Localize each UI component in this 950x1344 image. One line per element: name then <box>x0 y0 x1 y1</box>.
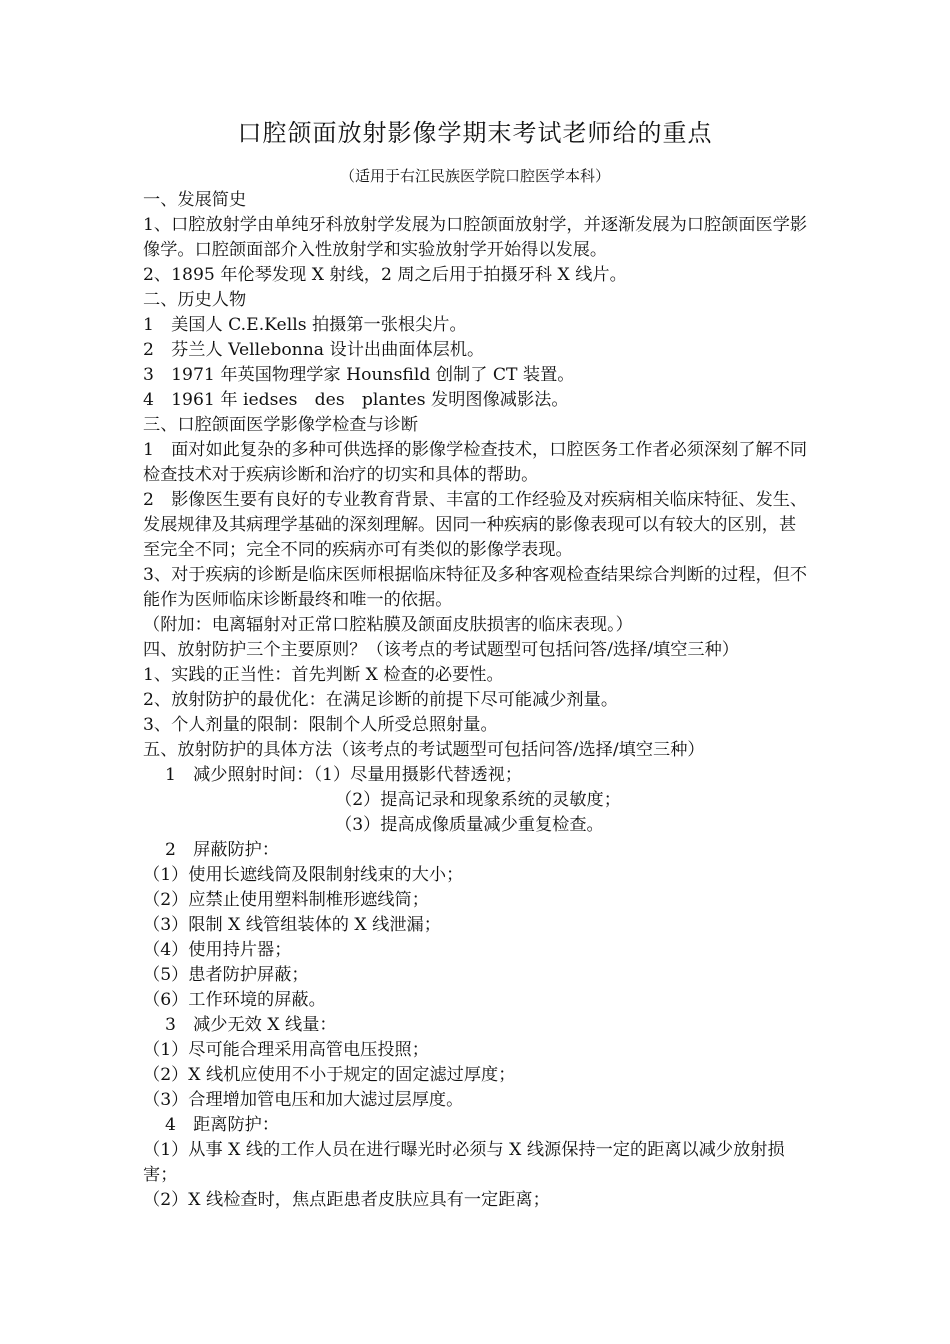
document-subtitle: （适用于右江民族医学院口腔医学本科） <box>339 167 610 185</box>
list-item: （3）合理增加管电压和加大滤过层厚度。 <box>143 1090 464 1110</box>
paragraph: 2 影像医生要有良好的专业教育背景、丰富的工作经验及对疾病相关临床特征、发生、发展规律及其病理学基础的深刻理解。因同一种疾病的影像表现可以有较大的区别，甚至完全不同；完全不同的疾病亦可有类似的影像学表现。 <box>143 490 808 560</box>
paragraph: 2、放射防护的最优化：在满足诊断的前提下尽可能减少剂量。 <box>143 690 619 710</box>
section-heading: 一、发展简史 <box>143 190 247 210</box>
list-item: （4）使用持片器； <box>143 940 292 960</box>
list-item: （5）患者防护屏蔽； <box>143 965 309 985</box>
section-heading: 四、放射防护三个主要原则？（该考点的考试题型可包括问答/选择/填空三种） <box>143 640 739 660</box>
document-title: 口腔颌面放射影像学期末考试老师给的重点 <box>237 119 713 147</box>
paragraph: 3 1971 年英国物理学家 Hounsfild 创制了 CT 装置。 <box>143 365 575 385</box>
paragraph: 3、个人剂量的限制：限制个人所受总照射量。 <box>143 715 498 735</box>
list-item: 1 减少照射时间：（1）尽量用摄影代替透视； <box>165 765 523 785</box>
list-item: （6）工作环境的屏蔽。 <box>143 990 326 1010</box>
paragraph: （附加：电离辐射对正常口腔粘膜及颌面皮肤损害的临床表现。） <box>143 615 633 635</box>
paragraph: 2 芬兰人 Vellebonna 设计出曲面体层机。 <box>143 340 485 360</box>
list-item: 4 距离防护： <box>165 1115 280 1135</box>
paragraph: 1、实践的正当性：首先判断 X 检查的必要性。 <box>143 665 504 685</box>
paragraph: 1、口腔放射学由单纯牙科放射学发展为口腔颌面放射学，并逐渐发展为口腔颌面医学影像学。口腔颌面部介入性放射学和实验放射学开始得以发展。 <box>143 215 808 260</box>
paragraph: 2、1895 年伦琴发现 X 射线，2 周之后用于拍摄牙科 X 线片。 <box>143 265 627 285</box>
list-item: 2 屏蔽防护： <box>165 840 280 860</box>
list-item: （1）使用长遮线筒及限制射线束的大小； <box>143 865 464 885</box>
list-item: （2）应禁止使用塑料制椎形遮线筒； <box>143 890 429 910</box>
paragraph: 1 美国人 C.E.Kells 拍摄第一张根尖片。 <box>143 315 467 335</box>
paragraph: 1 面对如此复杂的多种可供选择的影像学检查技术，口腔医务工作者必须深刻了解不同检查技术对于疾病诊断和治疗的切实和具体的帮助。 <box>143 440 808 485</box>
list-item: （3）限制 X 线管组装体的 X 线泄漏； <box>143 915 441 935</box>
paragraph: 3、对于疾病的诊断是临床医师根据临床特征及多种客观检查结果综合判断的过程，但不能作为医师临床诊断最终和唯一的依据。 <box>143 565 808 610</box>
list-item: （1）从事 X 线的工作人员在进行曝光时必须与 X 线源保持一定的距离以减少放射损害； <box>143 1140 785 1185</box>
section-heading: 五、放射防护的具体方法（该考点的考试题型可包括问答/选择/填空三种） <box>143 740 705 760</box>
section-heading: 二、历史人物 <box>143 290 247 310</box>
paragraph: 4 1961 年 iedses des plantes 发明图像减影法。 <box>143 390 569 410</box>
list-item: （2）X 线机应使用不小于规定的固定滤过厚度； <box>143 1065 516 1085</box>
list-item: （1）尽可能合理采用高管电压投照； <box>143 1040 429 1060</box>
list-item: （2）X 线检查时，焦点距患者皮肤应具有一定距离； <box>143 1190 550 1210</box>
document-body <box>143 188 813 1213</box>
list-item: （2）提高记录和现象系统的灵敏度； <box>335 790 621 810</box>
list-item: （3）提高成像质量减少重复检查。 <box>335 815 604 835</box>
section-heading: 三、口腔颌面医学影像学检查与诊断 <box>143 415 419 435</box>
list-item: 3 减少无效 X 线量： <box>165 1015 337 1035</box>
